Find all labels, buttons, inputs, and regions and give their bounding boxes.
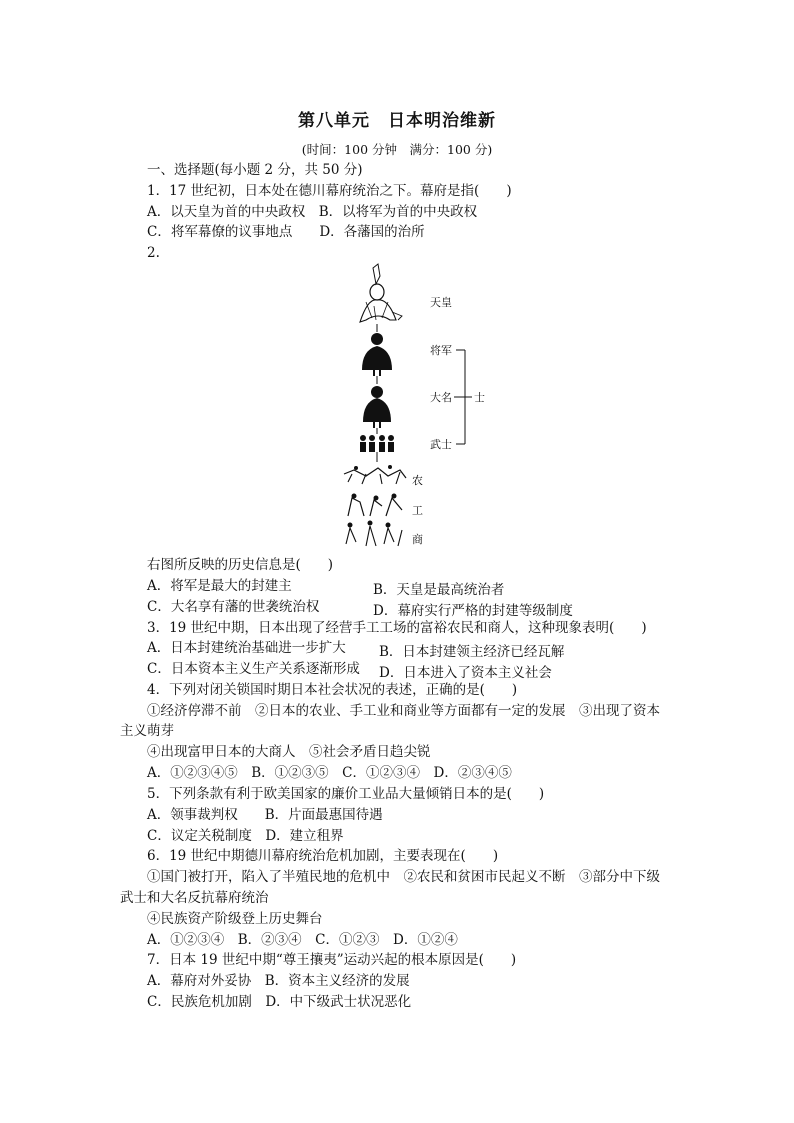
question-1-stem: 1．17 世纪初，日本处在德川幕府统治之下。幕府是指( ): [147, 183, 512, 199]
question-2-number: 2.: [147, 245, 160, 261]
question-4-items-line-1: ①经济停滞不前 ②日本的农业、手工业和商业等方面都有一定的发展 ③出现了资本: [147, 703, 660, 719]
question-3-option-c: C．日本资本主义生产关系逐渐形成: [147, 661, 360, 677]
question-3-option-a: A．日本封建统治基础进一步扩大: [147, 640, 346, 656]
label-peasant: 农: [412, 474, 423, 487]
question-4-items-line-3: ④出现富甲日本的大商人 ⑤社会矛盾日趋尖锐: [147, 744, 431, 760]
question-5-options-ab: A．领事裁判权 B．片面最惠国待遇: [147, 807, 383, 823]
question-4-items-line-2: 主义萌芽: [120, 723, 174, 739]
question-7-stem: 7．日本 19 世纪中期“尊王攘夷”运动兴起的根本原因是( ): [147, 952, 517, 968]
question-2-stem: 右图所反映的历史信息是( ): [147, 557, 334, 573]
question-1-options-ab: A．以天皇为首的中央政权 B．以将军为首的中央政权: [147, 204, 478, 220]
question-2-option-a: A．将军是最大的封建主: [147, 578, 292, 594]
feudal-hierarchy-figure: [330, 262, 490, 550]
label-daimyo: 大名: [430, 391, 452, 404]
label-emperor: 天皇: [430, 296, 452, 309]
question-2-option-b: B．天皇是最高统治者: [373, 582, 505, 598]
question-6-items-line-2: 武士和大名反抗幕府统治: [120, 890, 269, 906]
merchants-illustration: [346, 521, 402, 547]
question-4-stem: 4．下列对闭关锁国时期日本社会状况的表述，正确的是( ): [147, 682, 518, 698]
question-3-option-b: B．日本封建领主经济已经瓦解: [379, 644, 565, 660]
question-5-stem: 5．下列条款有利于欧美国家的廉价工业品大量倾销日本的是( ): [147, 786, 545, 802]
shi-class-bracket: [454, 350, 472, 444]
page-title: 第八单元 日本明治维新: [298, 111, 496, 131]
label-artisan: 工: [412, 504, 423, 517]
question-7-options-ab: A．幕府对外妥协 B．资本主义经济的发展: [147, 973, 410, 989]
label-shi: 士: [474, 391, 485, 404]
question-5-options-cd: C．议定关税制度 D．建立租界: [147, 828, 344, 844]
section-heading: 一、选择题(每小题 2 分，共 50 分): [147, 162, 363, 178]
shogun-figure-illustration: [362, 333, 392, 376]
question-3-stem: 3．19 世纪中期，日本出现了经营手工工场的富裕农民和商人，这种现象表明( ): [147, 620, 647, 636]
question-4-options: A．①②③④⑤ B．①②③⑤ C．①②③④ D．②③④⑤: [147, 765, 512, 781]
label-merchant: 商: [412, 533, 423, 546]
question-2-option-c: C．大名享有藩的世袭统治权: [147, 599, 320, 615]
question-7-options-cd: C．民族危机加剧 D．中下级武士状况恶化: [147, 994, 412, 1010]
question-2-option-d: D．幕府实行严格的封建等级制度: [373, 603, 573, 619]
artisans-illustration: [348, 494, 402, 517]
daimyo-figure-illustration: [363, 386, 391, 428]
question-3-option-d: D．日本进入了资本主义社会: [379, 665, 552, 681]
emperor-figure-illustration: [360, 264, 402, 322]
label-samurai: 武士: [430, 438, 452, 451]
question-6-items-line-3: ④民族资产阶级登上历史舞台: [147, 911, 323, 927]
samurai-figures-illustration: [360, 435, 394, 452]
exam-time-score: (时间：100 分钟 满分：100 分): [301, 142, 493, 157]
label-shogun: 将军: [430, 344, 452, 357]
question-6-options: A．①②③④ B．②③④ C．①②③ D．①②④: [147, 932, 458, 948]
peasants-illustration: [344, 465, 406, 484]
question-6-items-line-1: ①国门被打开，陷入了半殖民地的危机中 ②农民和贫困市民起义不断 ③部分中下级: [147, 869, 660, 885]
question-6-stem: 6．19 世纪中期德川幕府统治危机加剧，主要表现在( ): [147, 848, 499, 864]
question-1-options-cd: C．将军幕僚的议事地点 D．各藩国的治所: [147, 224, 425, 240]
